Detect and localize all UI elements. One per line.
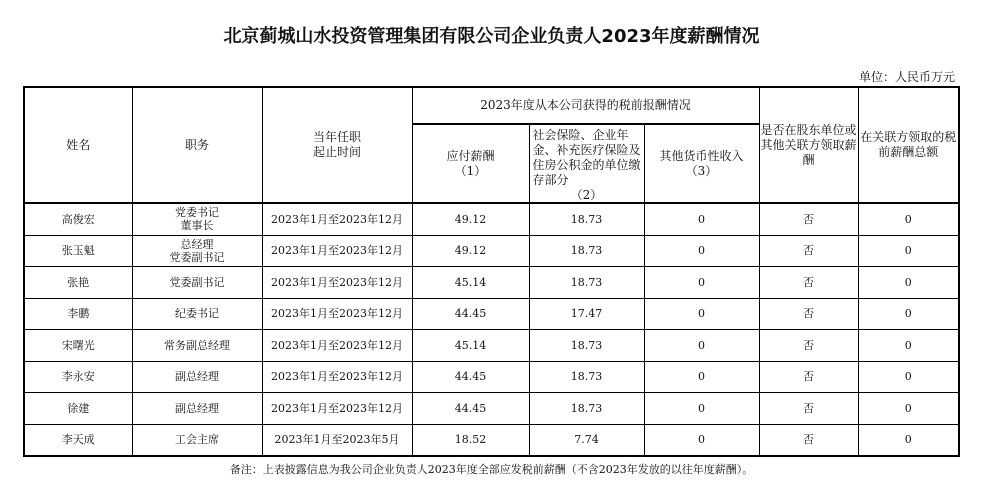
- cell-term: 2023年1月至2023年12月: [262, 330, 412, 362]
- cell-name: 李永安: [24, 361, 132, 393]
- cell-salary: 49.12: [412, 203, 529, 235]
- cell-other: 0: [644, 298, 759, 330]
- cell-insurance: 7.74: [529, 424, 644, 456]
- table-row: [24, 267, 959, 299]
- unit-label: 单位：人民币万元: [858, 70, 955, 84]
- cell-shareholder: 否: [759, 393, 858, 425]
- position-line1: 总经理: [180, 237, 214, 251]
- header-salary-no: （1）: [454, 163, 487, 178]
- cell-name: 李天成: [24, 424, 132, 456]
- cell-name: 徐建: [24, 393, 132, 425]
- position-line2: 董事长: [180, 219, 214, 233]
- table-row: [24, 424, 959, 456]
- cell-other: 0: [644, 267, 759, 299]
- cell-related: 0: [858, 424, 959, 456]
- cell-related: 0: [858, 298, 959, 330]
- cell-name: 宋曙光: [24, 330, 132, 362]
- cell-position: 纪委书记: [132, 298, 262, 330]
- cell-term: 2023年1月至2023年12月: [262, 361, 412, 393]
- cell-name: 张艳: [24, 267, 132, 299]
- position-line1: 党委书记: [175, 206, 219, 220]
- header-other-label: 其他货币性收入: [659, 148, 744, 163]
- cell-name: 张玉魁: [24, 235, 132, 267]
- table-row: [24, 361, 959, 393]
- cell-position: 副总经理: [132, 361, 262, 393]
- cell-position: [132, 203, 262, 235]
- header-term-line1: 当年任职: [312, 130, 361, 144]
- cell-shareholder: 否: [759, 361, 858, 393]
- cell-shareholder: 否: [759, 424, 858, 456]
- cell-position: 副总经理: [132, 393, 262, 425]
- cell-other: 0: [644, 203, 759, 235]
- header-salary-label: 应付薪酬: [446, 148, 495, 163]
- cell-salary: 44.45: [412, 361, 529, 393]
- cell-term: 2023年1月至2023年12月: [262, 203, 412, 235]
- cell-shareholder: 否: [759, 235, 858, 267]
- cell-salary: 44.45: [412, 393, 529, 425]
- cell-salary: 44.45: [412, 298, 529, 330]
- header-other-no: （3）: [685, 163, 718, 178]
- cell-related: 0: [858, 267, 959, 299]
- cell-insurance: 18.73: [529, 330, 644, 362]
- cell-shareholder: 否: [759, 267, 858, 299]
- header-related: 在关联方领取的税前薪酬总额: [858, 87, 959, 203]
- cell-term: 2023年1月至2023年12月: [262, 393, 412, 425]
- header-shareholder: 是否在股东单位或其他关联方领取薪酬: [759, 87, 858, 203]
- cell-other: 0: [644, 361, 759, 393]
- cell-shareholder: 否: [759, 203, 858, 235]
- cell-insurance: 17.47: [529, 298, 644, 330]
- cell-insurance: 18.73: [529, 235, 644, 267]
- cell-position: [132, 235, 262, 267]
- header-salary: [412, 124, 529, 203]
- table-row: [24, 235, 959, 267]
- header-term-line2: 起止时间: [312, 145, 361, 159]
- cell-salary: 45.14: [412, 267, 529, 299]
- footnote: 备注：上表披露信息为我公司企业负责人2023年度全部应发税前薪酬（不含2023年发放的以往年度薪酬）。: [229, 463, 754, 476]
- cell-other: 0: [644, 424, 759, 456]
- cell-term: 2023年1月至2023年12月: [262, 267, 412, 299]
- table-row: [24, 298, 959, 330]
- cell-insurance: 18.73: [529, 361, 644, 393]
- header-insurance: [529, 124, 644, 203]
- page-title: 北京蓟城山水投资管理集团有限公司企业负责人2023年度薪酬情况: [223, 26, 760, 47]
- cell-insurance: 18.73: [529, 203, 644, 235]
- position-line2: 党委副书记: [169, 250, 225, 264]
- header-position: 职务: [132, 87, 262, 203]
- cell-other: 0: [644, 235, 759, 267]
- cell-related: 0: [858, 203, 959, 235]
- cell-shareholder: 否: [759, 298, 858, 330]
- cell-salary: 49.12: [412, 235, 529, 267]
- table-row: [24, 393, 959, 425]
- header-name: 姓名: [24, 87, 132, 203]
- cell-insurance: 18.73: [529, 393, 644, 425]
- cell-salary: 18.52: [412, 424, 529, 456]
- cell-salary: 45.14: [412, 330, 529, 362]
- table-row: [24, 203, 959, 235]
- cell-other: 0: [644, 330, 759, 362]
- cell-insurance: 18.73: [529, 267, 644, 299]
- cell-term: 2023年1月至2023年5月: [262, 424, 412, 456]
- table-row: [24, 330, 959, 362]
- cell-term: 2023年1月至2023年12月: [262, 298, 412, 330]
- cell-position: 党委副书记: [132, 267, 262, 299]
- salary-table: [23, 86, 960, 457]
- cell-term: 2023年1月至2023年12月: [262, 235, 412, 267]
- header-insurance-label: 社会保险、企业年金、补充医疗保险及住房公积金的单位缴存部分: [532, 128, 641, 187]
- cell-related: 0: [858, 235, 959, 267]
- cell-other: 0: [644, 393, 759, 425]
- cell-related: 0: [858, 330, 959, 362]
- cell-name: 李鹏: [24, 298, 132, 330]
- header-group: 2023年度从本公司获得的税前报酬情况: [412, 87, 759, 124]
- header-insurance-no: （2）: [570, 188, 603, 202]
- cell-related: 0: [858, 393, 959, 425]
- cell-name: 高俊宏: [24, 203, 132, 235]
- header-other: [644, 124, 759, 203]
- cell-position: 常务副总经理: [132, 330, 262, 362]
- header-term: [262, 87, 412, 203]
- cell-related: 0: [858, 361, 959, 393]
- cell-shareholder: 否: [759, 330, 858, 362]
- cell-position: 工会主席: [132, 424, 262, 456]
